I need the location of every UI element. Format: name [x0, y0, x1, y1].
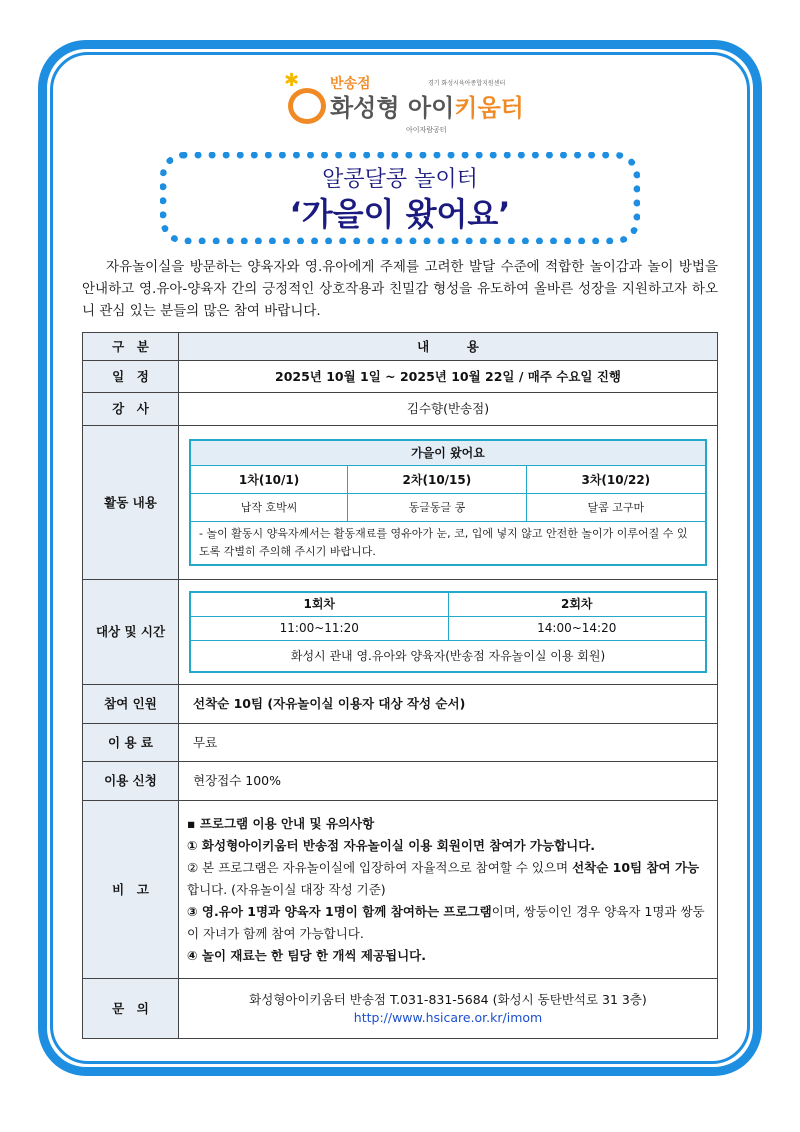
title-box [160, 152, 640, 244]
session-name: 2차(10/15) [348, 466, 526, 494]
remarks-bold: ③ 영.유아 1명과 양육자 1명이 함께 참여하는 프로그램 [187, 903, 492, 919]
program-table [82, 332, 718, 1039]
instructor-value: 김수향(반송점) [179, 393, 718, 426]
activity-table [189, 439, 707, 567]
target-who: 화성시 관내 영.유아와 양육자(반송점 자유놀이실 이용 회원) [190, 640, 706, 672]
title-line2: ‘가을이 왔어요’ [289, 195, 511, 233]
remarks-item: ④ 놀이 재료는 한 팀당 한 개씩 제공됩니다. [187, 947, 426, 963]
session-item: 동글동글 콩 [348, 494, 526, 522]
fee-label: 이 용 료 [83, 724, 179, 762]
title-line1: 알콩달콩 놀이터 [322, 167, 478, 192]
activity-label: 활동 내용 [83, 426, 179, 580]
logo-sub: 아이자람공터 [406, 126, 447, 134]
instructor-label: 강 사 [83, 393, 179, 426]
logo-branch: 반송점 [330, 76, 371, 92]
schedule-label: 일 정 [83, 361, 179, 393]
remarks-bold: 선착순 10팀 참여 가능 [572, 859, 700, 875]
apply-value: 현장접수 100% [179, 762, 718, 801]
logo-name-c: 키움터 [454, 94, 524, 122]
remarks-text: ② 본 프로그램은 자유놀이실에 입장하여 자율적으로 참여할 수 있으며 [187, 859, 573, 875]
activity-cell [179, 426, 718, 580]
session-item: 납작 호박씨 [190, 494, 348, 522]
activity-note: - 놀이 활동시 양육자께서는 활동재료를 영유아가 눈, 코, 입에 넣지 않고 안전한 놀이가 이루어질 수 있도록 각별히 주의해 주시기 바랍니다. [190, 522, 706, 566]
child-face-icon [288, 88, 326, 124]
participants-label: 참여 인원 [83, 685, 179, 724]
logo-name [330, 94, 524, 122]
star-icon: ✱ [284, 70, 300, 91]
fee-value: 무료 [179, 724, 718, 762]
session-name: 3차(10/22) [526, 466, 706, 494]
participants-value: 선착순 10팀 (자유놀이실 이용자 대상 작성 순서) [179, 685, 718, 724]
session-item: 달콤 고구마 [526, 494, 706, 522]
apply-label: 이용 신청 [83, 762, 179, 801]
round-time: 11:00~11:20 [190, 616, 448, 640]
remarks-item: ① 화성형아이키움터 반송점 자유놀이실 이용 회원이면 참여가 가능합니다. [187, 837, 596, 853]
remarks-cell [179, 801, 718, 979]
contact-value: 화성형아이키움터 반송점 T.031-831-5684 (화성시 동탄반석로 31 3층) [249, 991, 647, 1007]
round-name: 2회차 [448, 592, 706, 616]
remarks-label: 비 고 [83, 801, 179, 979]
round-time: 14:00~14:20 [448, 616, 706, 640]
logo-name-b: 아이 [407, 94, 455, 122]
contact-link[interactable]: http://www.hsicare.or.kr/imom [353, 1009, 543, 1025]
intro-text: 자유놀이실을 방문하는 양육자와 영.유아에게 주제를 고려한 발달 수준에 적합한 놀이감과 놀이 방법을 안내하고 영.유아-양육자 간의 긍정적인 상호작용과 친밀감 형성을 유도하여 올바른 성장을 지원하고자 하오니 관심 있는 분들의 많은 참여 바랍니다. [82, 259, 718, 319]
remarks-text: 합니다. (자유놀이실 대장 작성 기준) [187, 881, 386, 897]
contact-cell [179, 979, 718, 1039]
remarks-heading: ▪ 프로그램 이용 안내 및 유의사항 [187, 815, 375, 831]
target-cell [179, 580, 718, 685]
remarks-item [187, 901, 709, 945]
remarks-text: 이며, 쌍둥이인 경우 양육자 1명과 쌍둥이 자녀가 함께 참여 가능합니다. [187, 903, 705, 941]
contact-label: 문 의 [83, 979, 179, 1039]
schedule-value: 2025년 10월 1일 ~ 2025년 10월 22일 / 매주 수요일 진행 [179, 361, 718, 393]
target-label: 대상 및 시간 [83, 580, 179, 685]
header-content: 내 용 [179, 333, 718, 361]
remarks-item [187, 857, 709, 901]
logo [284, 70, 538, 140]
session-name: 1차(10/1) [190, 466, 348, 494]
activity-title: 가을이 왔어요 [190, 440, 706, 466]
logo-org: 경기 화성시육아종합지원센터 [428, 80, 506, 87]
target-table [189, 591, 707, 673]
header-category: 구 분 [83, 333, 179, 361]
round-name: 1회차 [190, 592, 448, 616]
logo-name-a: 화성형 [330, 94, 408, 122]
content [82, 256, 718, 1039]
